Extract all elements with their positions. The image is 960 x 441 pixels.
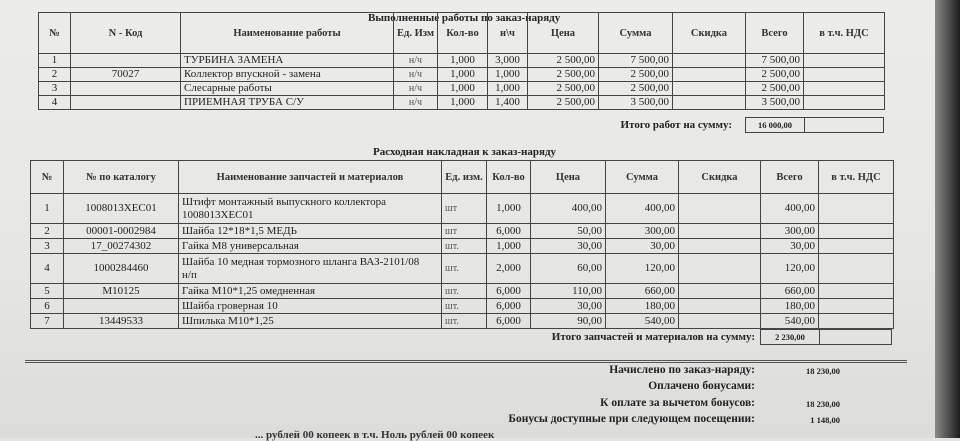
parts-cell-name: [179, 194, 442, 224]
summary-label: К оплате за вычетом бонусов:: [600, 397, 755, 409]
works-cell-sum: 2 500,00: [599, 68, 673, 82]
parts-cell-name: [179, 254, 442, 284]
parts-row: [31, 284, 894, 299]
works-cell-price: 2 500,00: [528, 82, 599, 96]
works-cell-nh: 1,000: [488, 82, 528, 96]
works-cell-nh: 3,000: [488, 54, 528, 68]
parts-header-cell: Кол-во: [487, 161, 531, 194]
parts-cell-price: 110,00: [531, 284, 606, 299]
parts-header-cell: Сумма: [606, 161, 679, 194]
parts-row: [31, 194, 894, 224]
works-cell-code: 70027: [71, 68, 181, 82]
summary-value: 18 230,00: [806, 399, 840, 409]
parts-cell-vat: [819, 194, 894, 224]
works-cell-price: 2 500,00: [528, 96, 599, 110]
parts-cell-cat: 1000284460: [64, 254, 179, 284]
part-name: Шайба 12*18*1,5 МЕДЬ: [182, 224, 297, 237]
works-cell-unit: н/ч: [394, 96, 438, 110]
works-cell-code: [71, 82, 181, 96]
works-cell-sum: 3 500,00: [599, 96, 673, 110]
parts-cell-name: [179, 239, 442, 254]
parts-cell-cat: M10125: [64, 284, 179, 299]
works-row: [39, 96, 885, 110]
works-header-cell: N - Код: [71, 13, 181, 54]
works-total-value: 16 000,00: [746, 118, 805, 132]
works-cell-discount: [673, 54, 746, 68]
works-header-cell: Сумма: [599, 13, 673, 54]
works-cell-name: Коллектор впускной - замена: [181, 68, 394, 82]
parts-cell-qty: 6,000: [487, 284, 531, 299]
parts-cell-qty: 2,000: [487, 254, 531, 284]
parts-header-cell: № по каталогу: [64, 161, 179, 194]
summary-label: Начислено по заказ-наряду:: [609, 364, 755, 376]
parts-cell-sum: 400,00: [606, 194, 679, 224]
works-header-cell: н\ч: [488, 13, 528, 54]
parts-header-cell: №: [31, 161, 64, 194]
parts-cell-n: 1: [31, 194, 64, 224]
parts-cell-qty: 6,000: [487, 299, 531, 314]
works-cell-name: ПРИЕМНАЯ ТРУБА С/У: [181, 96, 394, 110]
works-cell-n: 2: [39, 68, 71, 82]
parts-cell-sum: 660,00: [606, 284, 679, 299]
parts-cell-price: 400,00: [531, 194, 606, 224]
part-name: Штифт монтажный выпускного коллектора: [182, 195, 386, 208]
parts-row: [31, 299, 894, 314]
parts-cell-n: 6: [31, 299, 64, 314]
parts-cell-unit: шт.: [442, 314, 487, 329]
part-name: Шайба гроверная 10: [182, 299, 278, 312]
works-row: [39, 68, 885, 82]
works-cell-vat: [804, 96, 885, 110]
works-header-cell: Цена: [528, 13, 599, 54]
parts-cell-n: 4: [31, 254, 64, 284]
works-cell-total: 3 500,00: [746, 96, 804, 110]
parts-table: [30, 160, 894, 329]
parts-cell-unit: шт.: [442, 284, 487, 299]
parts-total-value: 2 230,00: [761, 330, 820, 344]
parts-cell-cat: [64, 299, 179, 314]
parts-cell-qty: 1,000: [487, 239, 531, 254]
works-cell-name: ТУРБИНА ЗАМЕНА: [181, 54, 394, 68]
parts-total-box: [760, 329, 892, 345]
works-cell-vat: [804, 54, 885, 68]
parts-cell-name: [179, 224, 442, 239]
parts-cell-total: 540,00: [761, 314, 819, 329]
parts-cell-vat: [819, 224, 894, 239]
works-cell-unit: н/ч: [394, 54, 438, 68]
parts-total-label: Итого запчастей и материалов на сумму:: [551, 331, 755, 343]
works-cell-n: 1: [39, 54, 71, 68]
parts-cell-discount: [679, 194, 761, 224]
works-cell-discount: [673, 82, 746, 96]
works-cell-total: 2 500,00: [746, 82, 804, 96]
parts-header-cell: Ед. изм.: [442, 161, 487, 194]
works-row: [39, 82, 885, 96]
works-cell-n: 4: [39, 96, 71, 110]
photo-edge: [935, 0, 960, 438]
parts-cell-discount: [679, 254, 761, 284]
works-cell-qty: 1,000: [438, 68, 488, 82]
works-cell-unit: н/ч: [394, 82, 438, 96]
works-row: [39, 54, 885, 68]
parts-cell-total: 30,00: [761, 239, 819, 254]
parts-row: [31, 314, 894, 329]
parts-cell-n: 3: [31, 239, 64, 254]
parts-header-cell: Всего: [761, 161, 819, 194]
parts-cell-unit: шт.: [442, 299, 487, 314]
part-name: Шпилька М10*1,25: [182, 314, 274, 327]
part-name: Гайка М8 универсальная: [182, 239, 299, 252]
parts-cell-vat: [819, 284, 894, 299]
works-cell-sum: 7 500,00: [599, 54, 673, 68]
parts-cell-n: 7: [31, 314, 64, 329]
parts-cell-n: 2: [31, 224, 64, 239]
works-header-cell: Ед. Изм: [394, 13, 438, 54]
parts-header-cell: Наименование запчастей и материалов: [179, 161, 442, 194]
parts-cell-qty: 6,000: [487, 224, 531, 239]
works-title: Выполненные работы по заказ-наряду: [368, 12, 561, 24]
works-cell-qty: 1,000: [438, 54, 488, 68]
parts-cell-vat: [819, 299, 894, 314]
parts-header-row: [31, 161, 894, 194]
works-cell-sum: 2 500,00: [599, 82, 673, 96]
part-name: Шайба 10 медная тормозного шланга ВАЗ-2101/08: [182, 255, 420, 268]
works-cell-vat: [804, 82, 885, 96]
parts-cell-unit: шт.: [442, 239, 487, 254]
works-total-box: [745, 117, 884, 133]
works-cell-code: [71, 96, 181, 110]
parts-cell-sum: 30,00: [606, 239, 679, 254]
parts-header-cell: в т.ч. НДС: [819, 161, 894, 194]
parts-cell-discount: [679, 284, 761, 299]
works-cell-total: 7 500,00: [746, 54, 804, 68]
parts-cell-price: 60,00: [531, 254, 606, 284]
parts-cell-total: 180,00: [761, 299, 819, 314]
part-name-line2: н/п: [182, 268, 197, 281]
parts-cell-vat: [819, 314, 894, 329]
parts-cell-sum: 300,00: [606, 224, 679, 239]
summary-value: 1 148,00: [810, 415, 840, 425]
part-name: Гайка М10*1,25 омедненная: [182, 284, 316, 297]
works-header-row: [39, 13, 885, 54]
parts-cell-name: [179, 284, 442, 299]
parts-cell-qty: 6,000: [487, 314, 531, 329]
works-cell-nh: 1,400: [488, 96, 528, 110]
parts-cell-price: 90,00: [531, 314, 606, 329]
works-cell-price: 2 500,00: [528, 54, 599, 68]
parts-cell-total: 400,00: [761, 194, 819, 224]
works-cell-vat: [804, 68, 885, 82]
summary-value: 18 230,00: [806, 366, 840, 376]
parts-row: [31, 239, 894, 254]
parts-cell-cat: 17_00274302: [64, 239, 179, 254]
parts-cell-name: [179, 314, 442, 329]
works-cell-qty: 1,000: [438, 96, 488, 110]
parts-cell-unit: шт.: [442, 254, 487, 284]
summary-label: Бонусы доступные при следующем посещении:: [508, 413, 755, 425]
parts-cell-n: 5: [31, 284, 64, 299]
parts-cell-sum: 120,00: [606, 254, 679, 284]
parts-cell-discount: [679, 224, 761, 239]
works-header-cell: в т.ч. НДС: [804, 13, 885, 54]
parts-cell-sum: 180,00: [606, 299, 679, 314]
parts-cell-price: 30,00: [531, 299, 606, 314]
works-cell-n: 3: [39, 82, 71, 96]
works-cell-price: 2 500,00: [528, 68, 599, 82]
parts-cell-vat: [819, 239, 894, 254]
works-header-cell: Всего: [746, 13, 804, 54]
parts-cell-price: 50,00: [531, 224, 606, 239]
parts-cell-cat: 1008013XEC01: [64, 194, 179, 224]
parts-cell-unit: шт: [442, 194, 487, 224]
parts-cell-name: [179, 299, 442, 314]
parts-cell-discount: [679, 239, 761, 254]
parts-row: [31, 224, 894, 239]
parts-cell-total: 120,00: [761, 254, 819, 284]
parts-header-cell: Цена: [531, 161, 606, 194]
works-cell-total: 2 500,00: [746, 68, 804, 82]
parts-title: Расходная накладная к заказ-наряду: [373, 146, 557, 158]
parts-cell-total: 660,00: [761, 284, 819, 299]
works-cell-discount: [673, 96, 746, 110]
works-cell-unit: н/ч: [394, 68, 438, 82]
works-cell-nh: 1,000: [488, 68, 528, 82]
parts-cell-price: 30,00: [531, 239, 606, 254]
parts-row: [31, 254, 894, 284]
parts-cell-qty: 1,000: [487, 194, 531, 224]
works-header-cell: №: [39, 13, 71, 54]
parts-cell-discount: [679, 299, 761, 314]
parts-cell-discount: [679, 314, 761, 329]
parts-cell-cat: 00001-0002984: [64, 224, 179, 239]
works-cell-name: Слесарные работы: [181, 82, 394, 96]
parts-cell-cat: 13449533: [64, 314, 179, 329]
parts-cell-vat: [819, 254, 894, 284]
works-cell-code: [71, 54, 181, 68]
parts-header-cell: Скидка: [679, 161, 761, 194]
parts-cell-unit: шт: [442, 224, 487, 239]
works-header-cell: Скидка: [673, 13, 746, 54]
amount-in-words: ... рублей 00 копеек в т.ч. Ноль рублей 00 копеек: [255, 429, 495, 441]
part-name-line2: 1008013XEC01: [182, 208, 254, 221]
summary-label: Оплачено бонусами:: [648, 380, 755, 392]
works-header-cell: Кол-во: [438, 13, 488, 54]
works-table: [38, 12, 885, 110]
parts-cell-total: 300,00: [761, 224, 819, 239]
works-cell-discount: [673, 68, 746, 82]
parts-cell-sum: 540,00: [606, 314, 679, 329]
works-cell-qty: 1,000: [438, 82, 488, 96]
works-header-cell: Наименование работы: [181, 13, 394, 54]
divider: [25, 360, 907, 363]
works-total-label: Итого работ на сумму:: [620, 119, 732, 131]
